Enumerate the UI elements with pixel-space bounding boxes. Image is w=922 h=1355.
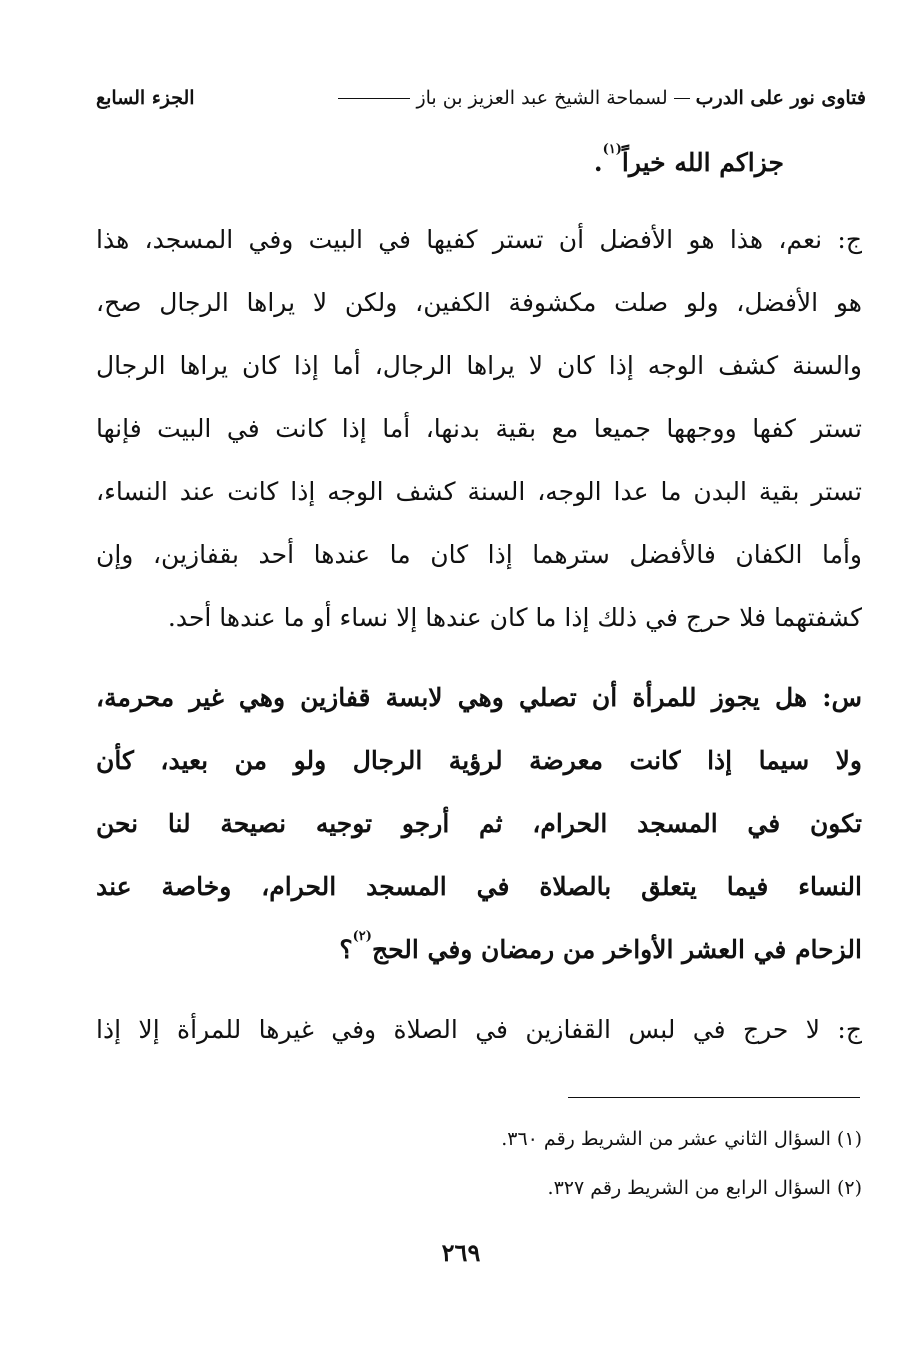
page-number: ٢٦٩ [441,1238,481,1267]
header-dash [338,98,410,99]
answer-line: والسنة كشف الوجه إذا كان لا يراها الرجال، أما إذا كان يراها الرجال [96,351,862,380]
answer-line: ج: نعم، هذا هو الأفضل أن تستر كفيها في البيت وفي المسجد، هذا [96,225,862,254]
question-line: الزحام في العشر الأواخر من رمضان وفي الحج$^{(٢)}$؟ [339,930,862,964]
footnote-divider [568,1097,860,1098]
answer-line: ج: لا حرج في لبس القفازين في الصلاة وفي غيرها للمرأة إلا إذا [96,1015,862,1044]
question-line: ولا سيما إذا كانت معرضة لرؤية الرجال ولو من بعيد، كأن [96,746,862,775]
footnote-2: (٢) السؤال الرابع من الشريط رقم ٣٢٧. [547,1177,862,1199]
question-line: تكون في المسجد الحرام، ثم أرجو توجيه نصيحة لنا نحن [96,809,862,838]
header-dash [674,98,690,99]
answer-line: تستر كفها ووجهها جميعا مع بقية بدنها، أما إذا كانت في البيت فإنها [96,414,862,443]
footnote-1: (١) السؤال الثاني عشر من الشريط رقم ٣٦٠. [501,1128,862,1150]
footnote-ref: (١) [602,143,622,157]
question-line: النساء فيما يتعلق بالصلاة في المسجد الحرام، وخاصة عند [96,872,862,901]
volume-label: الجزء السابع [96,87,195,109]
book-title: فتاوى نور على الدرب [695,87,866,109]
answer-line: هو الأفضل، ولو صلت مكشوفة الكفين، ولكن لا يراها الرجال صح، [96,288,862,317]
intro-line: جزاكم الله خيراً$^{(١)}$. [593,143,784,177]
footnote-ref: (٢) [352,930,372,944]
question-line: س: هل يجوز للمرأة أن تصلي وهي لابسة قفازين وهي غير محرمة، [96,683,862,712]
answer-line: وأما الكفان فالأفضل سترهما إذا كان ما عندها أحد بقفازين، وإن [96,540,862,569]
answer-line: كشفتهما فلا حرج في ذلك إذا ما كان عندها إلا نساء أو ما عندها أحد. [167,603,862,632]
intro-text: جزاكم الله خيراً [621,148,784,177]
running-header [96,78,866,118]
author-name: لسماحة الشيخ عبد العزيز بن باز [416,87,668,109]
answer-line: تستر بقية البدن ما عدا الوجه، السنة كشف الوجه إذا كانت عند النساء، [96,477,862,506]
